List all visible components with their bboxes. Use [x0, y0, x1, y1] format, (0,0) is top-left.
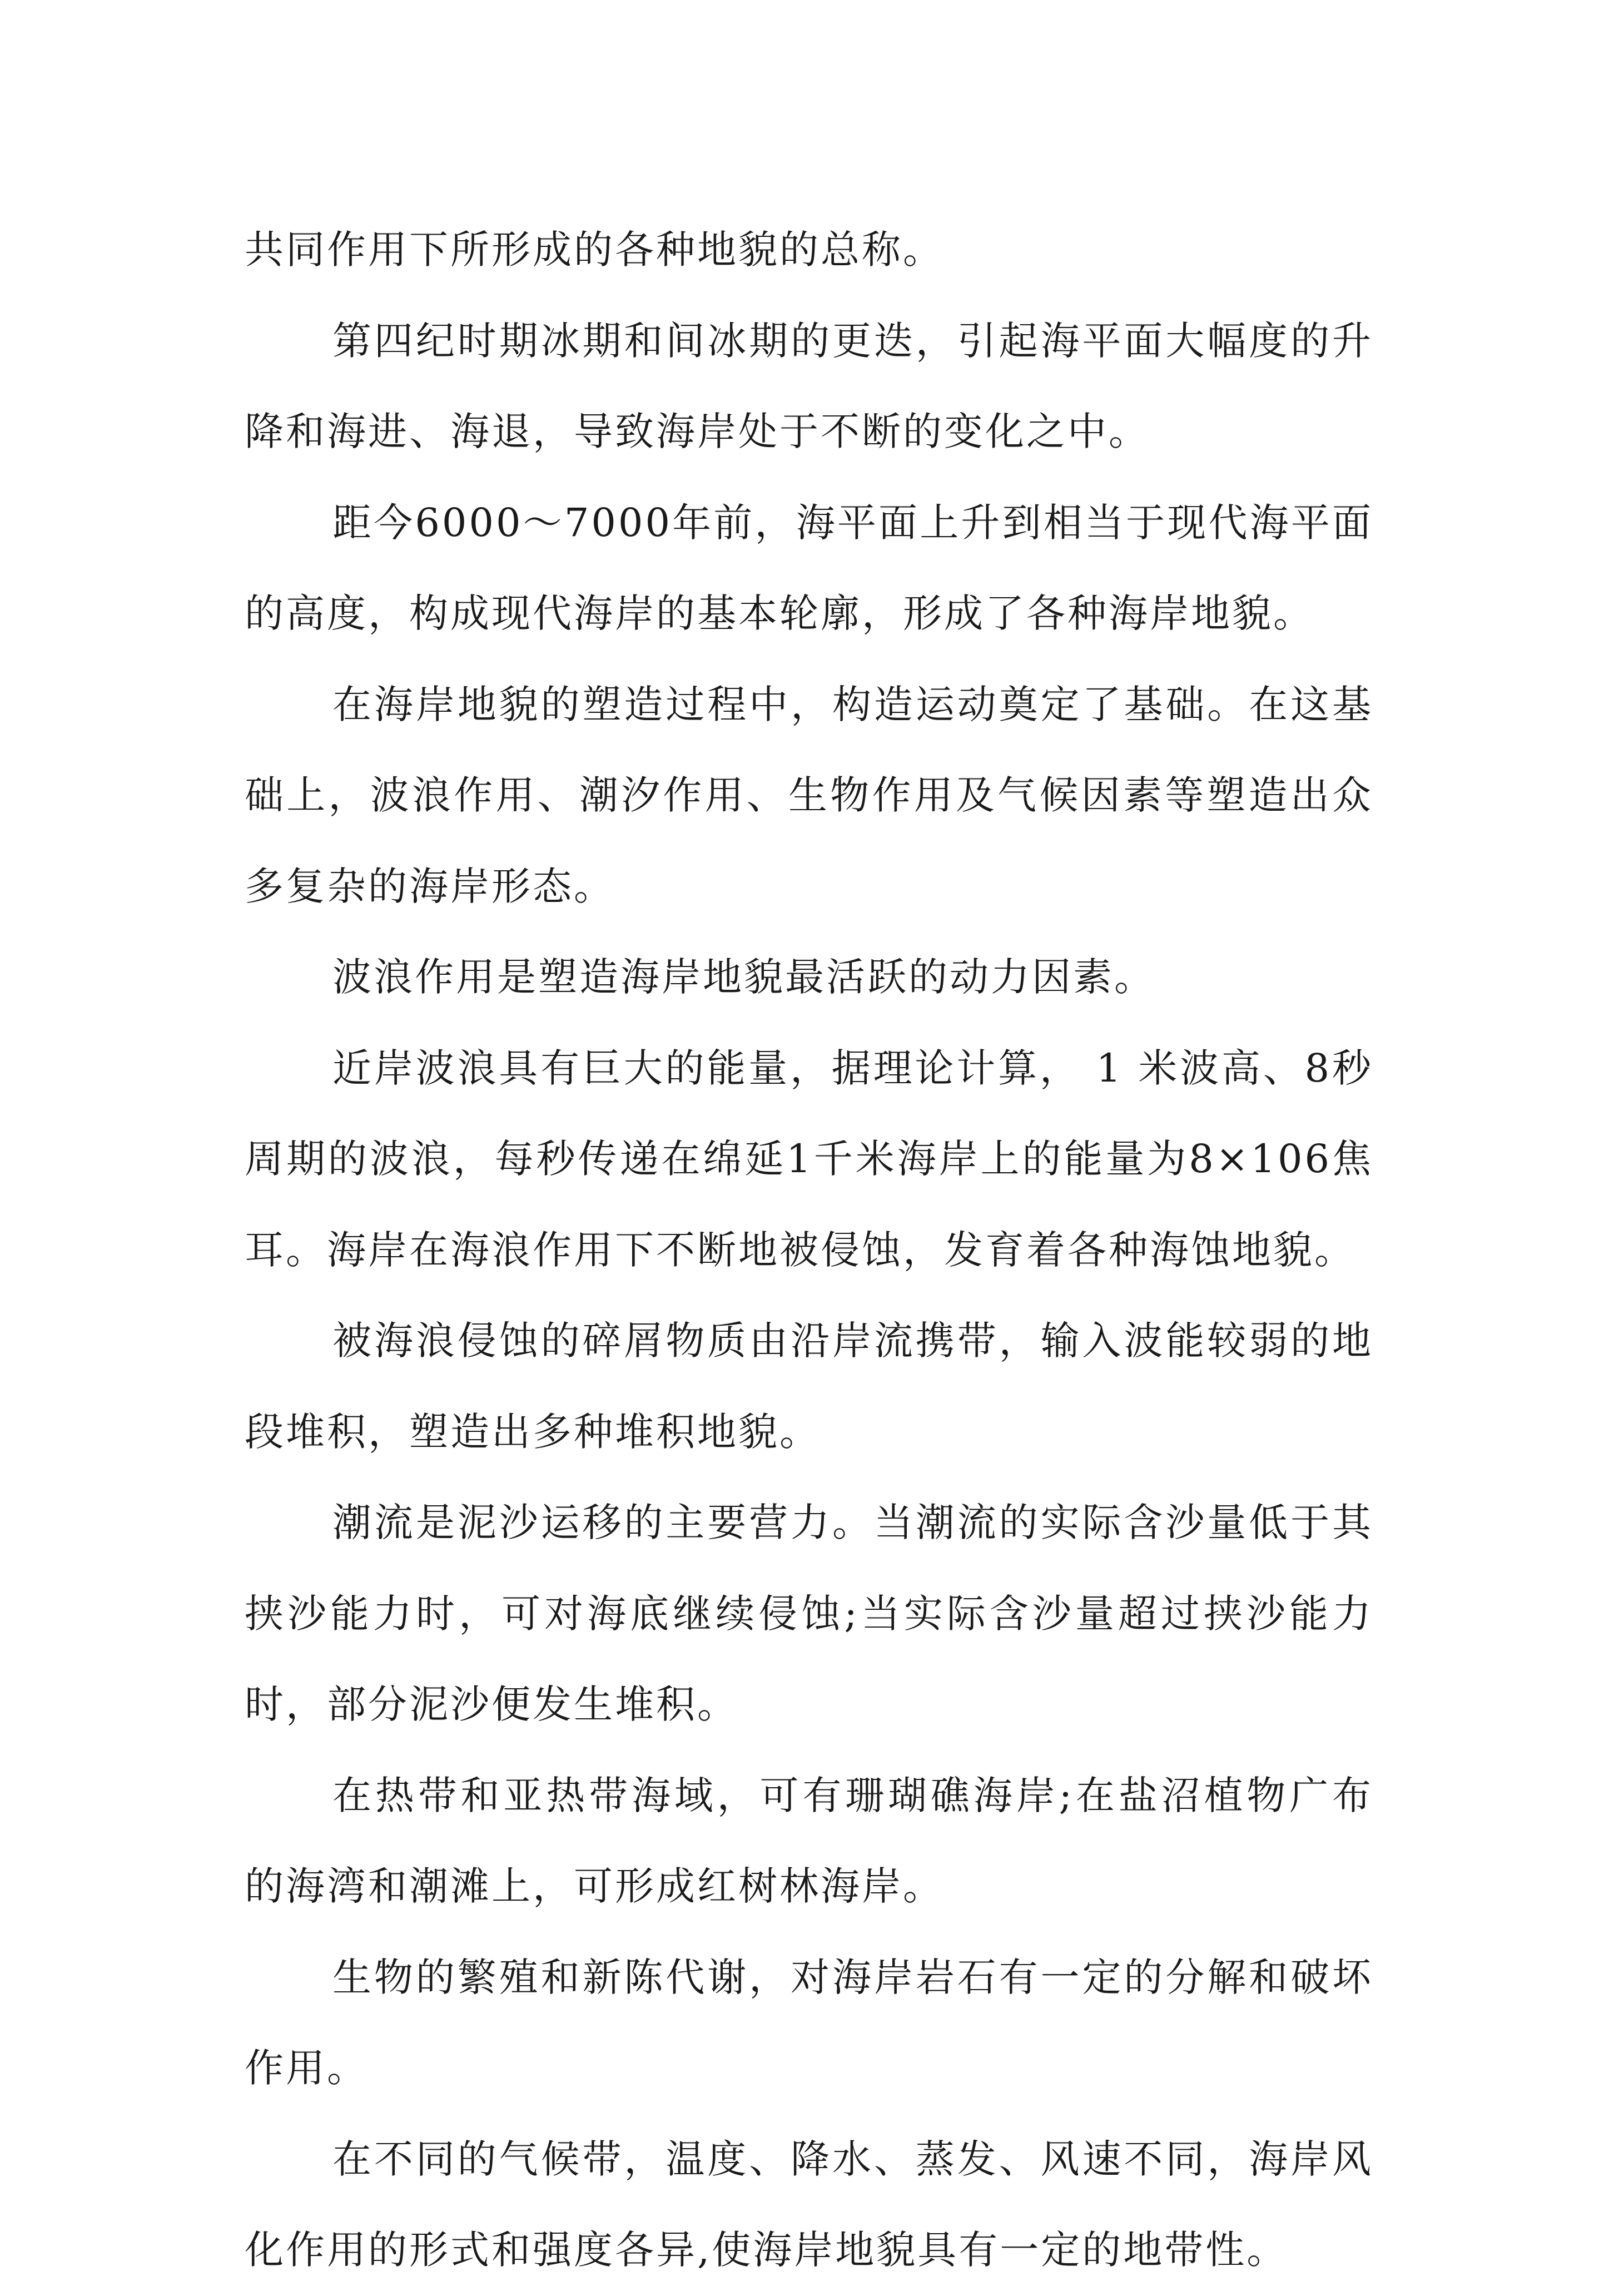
- paragraph-7: 被海浪侵蚀的碎屑物质由沿岸流携带，输入波能较弱的地段堆积，塑造出多种堆积地貌。: [245, 1318, 1373, 1455]
- paragraph-6: 近岸波浪具有巨大的能量，据理论计算， 1 米波高、8秒周期的波浪，每秒传递在绵延1千米海岸上的能量为8×106焦耳。海岸在海浪作用下不断地被侵蚀，发育着各种海蚀地貌。: [245, 1045, 1373, 1273]
- paragraph-11: 在不同的气候带，温度、降水、蒸发、风速不同，海岸风化作用的形式和强度各异,使海岸地貌具有一定的地带性。: [245, 2136, 1373, 2273]
- paragraph-9: 在热带和亚热带海域，可有珊瑚礁海岸;在盐沼植物广布的海湾和潮滩上，可形成红树林海岸。: [245, 1772, 1373, 1909]
- document-body: [245, 205, 1373, 2296]
- paragraph-2: 第四纪时期冰期和间冰期的更迭，引起海平面大幅度的升降和海进、海退，导致海岸处于不断的变化之中。: [245, 318, 1373, 454]
- paragraph-8: 潮流是泥沙运移的主要营力。当潮流的实际含沙量低于其挟沙能力时，可对海底继续侵蚀;当实际含沙量超过挟沙能力时，部分泥沙便发生堆积。: [245, 1500, 1373, 1727]
- paragraph-3: 距今6000～7000年前，海平面上升到相当于现代海平面的高度，构成现代海岸的基本轮廓，形成了各种海岸地貌。: [245, 499, 1373, 636]
- paragraph-10: 生物的繁殖和新陈代谢，对海岸岩石有一定的分解和破坏作用。: [245, 1954, 1373, 2091]
- paragraph-1: 共同作用下所形成的各种地貌的总称。: [245, 227, 944, 272]
- paragraph-4: 在海岸地貌的塑造过程中，构造运动奠定了基础。在这基础上，波浪作用、潮汐作用、生物作用及气候因素等塑造出众多复杂的海岸形态。: [245, 681, 1373, 909]
- paragraph-5: 波浪作用是塑造海岸地貌最活跃的动力因素。: [332, 954, 1155, 1000]
